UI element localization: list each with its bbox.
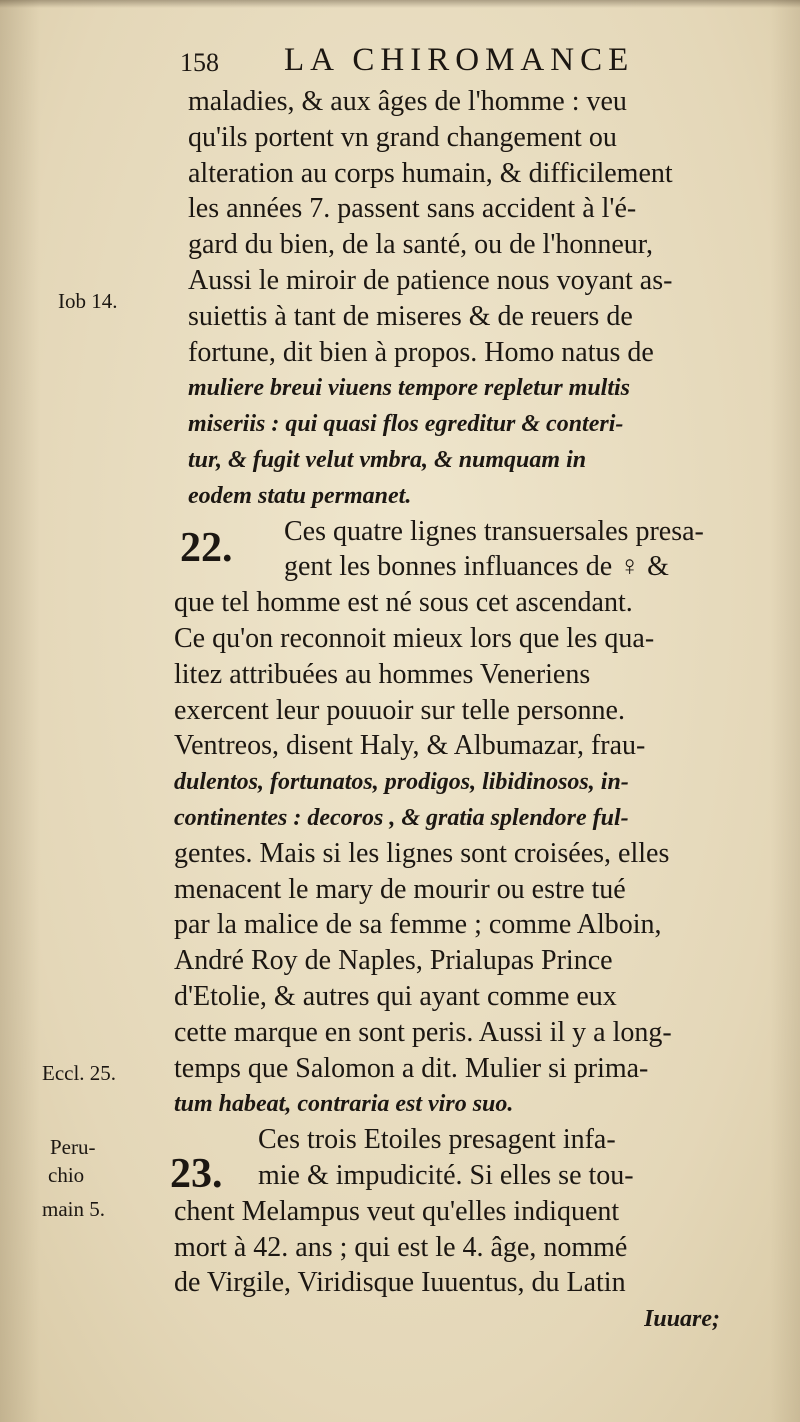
- page-header: [176, 42, 696, 86]
- text-line: gent les bonnes influances de ♀ &: [284, 551, 669, 583]
- text-line: alteration au corps humain, & difficilement: [188, 157, 673, 189]
- text-line: Ce qu'on reconnoit mieux lors que les qua-: [174, 623, 655, 654]
- text-line: tur, & fugit velut vmbra, & numquam in: [188, 447, 587, 473]
- text-line: continentes : decoros , & gratia splendore ful-: [174, 805, 629, 831]
- text-line: litez attribuées au hommes Veneriens: [174, 658, 591, 690]
- section-number-23: 23.: [170, 1151, 223, 1197]
- text-line: tum habeat, contraria est viro suo.: [174, 1091, 514, 1118]
- text-line: d'Etolie, & autres qui ayant comme eux: [174, 981, 617, 1012]
- text-line: Ventreos, disent Haly, & Albumazar, frau-: [174, 730, 646, 762]
- text-line: maladies, & aux âges de l'homme : veu: [188, 86, 627, 117]
- margin-note-eccl: Eccl. 25.: [42, 1061, 117, 1085]
- text-line: les années 7. passent sans accident à l'é-: [188, 193, 637, 225]
- text-line: qu'ils portent vn grand changement ou: [188, 121, 617, 153]
- text-line: muliere breui viuens tempore repletur multis: [188, 375, 631, 402]
- text-line: Ces quatre lignes transuersales presa-: [284, 515, 704, 547]
- page-top-shadow: [0, 0, 800, 8]
- page-number: 158: [180, 48, 219, 77]
- text-line: chent Melampus veut qu'elles indiquent: [174, 1195, 620, 1227]
- margin-note-job: Iob 14.: [58, 289, 118, 313]
- text-line: cette marque en sont peris. Aussi il y a long-: [174, 1016, 672, 1048]
- section-number-22: 22.: [180, 525, 233, 571]
- margin-note-main: main 5.: [42, 1197, 105, 1221]
- text-line: miseriis : qui quasi flos egreditur & conteri-: [188, 411, 624, 438]
- text-line: Iuuare;: [644, 1306, 721, 1333]
- text-line: fortune, dit bien à propos. Homo natus de: [188, 336, 654, 368]
- text-line: de Virgile, Viridisque Iuuentus, du Latin: [174, 1267, 626, 1299]
- running-title: LA CHIROMANCE: [284, 42, 635, 78]
- text-line: mie & impudicité. Si elles se tou-: [258, 1160, 634, 1191]
- text-line: gard du bien, de la santé, ou de l'honneur,: [188, 229, 654, 261]
- text-line: que tel homme est né sous cet ascendant.: [174, 587, 633, 619]
- text-line: mort à 42. ans ; qui est le 4. âge, nommé: [174, 1231, 628, 1263]
- text-line: André Roy de Naples, Prialupas Prince: [174, 945, 613, 977]
- margin-note-chio: chio: [48, 1163, 85, 1187]
- text-line: dulentos, fortunatos, prodigos, libidinosos, in-: [174, 769, 629, 796]
- text-line: eodem statu permanet.: [188, 482, 412, 509]
- margin-note-peru: Peru-: [50, 1135, 96, 1159]
- text-line: suiettis à tant de miseres & de reuers de: [188, 300, 633, 332]
- text-line: temps que Salomon a dit. Mulier si prima-: [174, 1052, 649, 1084]
- text-line: Aussi le miroir de patience nous voyant as-: [188, 265, 673, 296]
- text-line: menacent le mary de mourir ou estre tué: [174, 873, 626, 905]
- text-line: par la malice de sa femme ; comme Alboin,: [174, 909, 662, 941]
- text-line: gentes. Mais si les lignes sont croisées, elles: [174, 837, 670, 869]
- text-line: exercent leur pouuoir sur telle personne.: [174, 694, 625, 726]
- text-line: Ces trois Etoiles presagent infa-: [258, 1124, 616, 1156]
